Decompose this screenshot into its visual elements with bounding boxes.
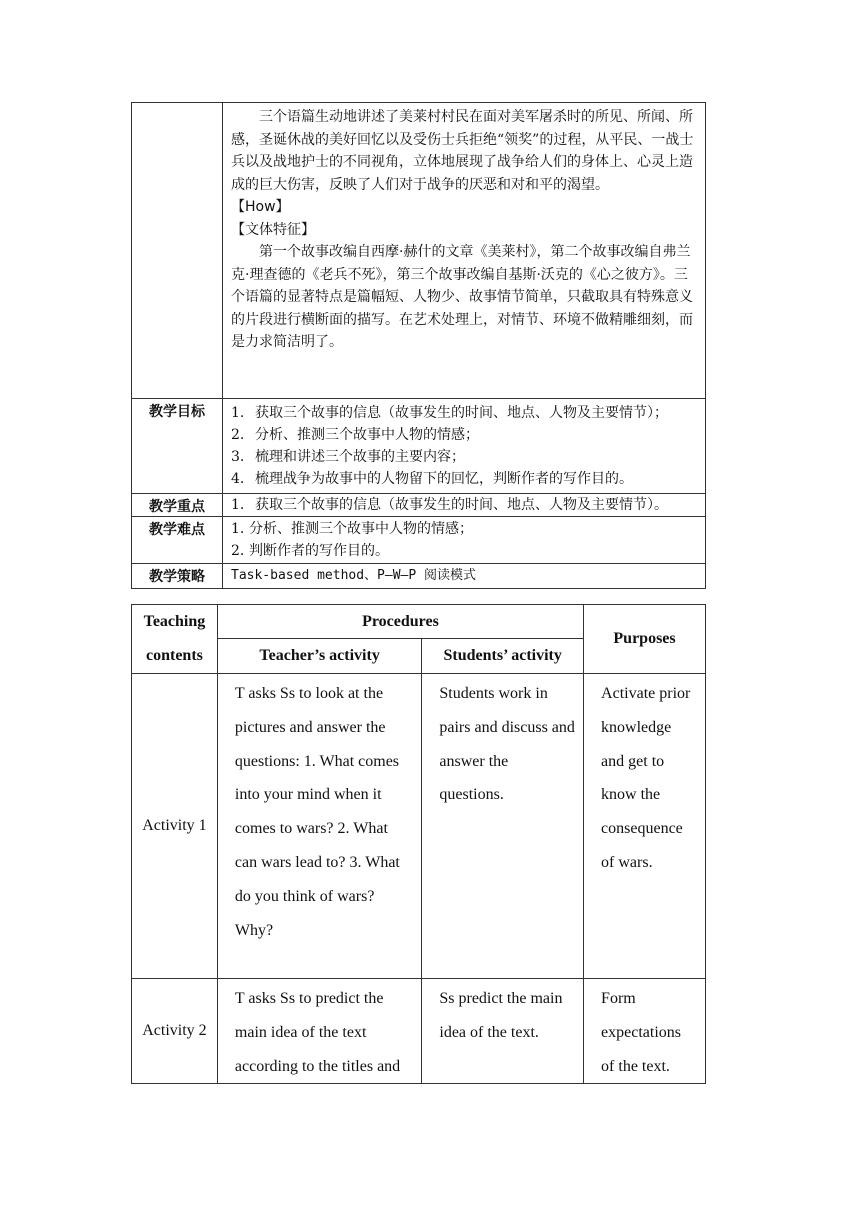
teaching-contents-header: Teaching contents [132,605,218,674]
purposes-cell: Activate prior knowledge and get to know the consequence of wars. [584,674,706,979]
key-label: 教学重点 [132,494,223,517]
intro-paragraph: 三个语篇生动地讲述了美莱村村民在面对美军屠杀时的所见、所闻、所感，圣诞休战的美好回忆以及受伤士兵拒绝“领奖”的过程，从平民、一战士兵以及战地护士的不同视角，立体地展现了战争给人们的身体上、心灵上造成的巨大伤害，反映了人们对于战争的厌恶和对和平的渴望。 [231,109,694,193]
teacher-activity-cell: T asks Ss to look at the pictures and answer the questions: 1. What comes into your mind when it comes to wars? 2. What can wars lead to? 3. What do you think of wars? Why? [217,674,421,979]
lesson-plan-table [131,102,706,589]
how-heading: 【How】 [231,199,290,215]
genre-heading: 【文体特征】 [231,221,315,238]
genre-paragraph: 第一个故事改编自西摩·赫什的文章《美莱村》，第二个故事改编自弗兰克·理查德的《老兵不死》，第三个故事改编自基斯·沃克的《心之彼方》。三个语篇的显著特点是篇幅短、人物少、故事情节简单，只截取具有特殊意义的片段进行横断面的描写。在艺术处理上，对情节、环境不做精雕细刻，而是力求简洁明了。 [231,244,693,350]
goal-item: 3. 梳理和讲述三个故事的主要内容； [231,449,465,465]
goals-label: 教学目标 [132,399,223,494]
procedures-header: Procedures [217,605,583,639]
blank-label-cell [132,103,223,399]
goal-item: 4. 梳理战争为故事中的人物留下的回忆，判断作者的写作目的。 [231,471,633,487]
difficulty-cell [223,517,706,564]
analysis-cell [223,103,706,399]
key-item: 1. 获取三个故事的信息（故事发生的时间、地点、人物及主要情节）。 [231,497,668,513]
activity-label: Activity 1 [132,674,218,979]
key-cell [223,494,706,517]
students-activity-cell: Ss predict the main idea of the text. [422,979,584,1084]
strategy-label: 教学策略 [132,564,223,589]
purposes-header: Purposes [584,605,706,674]
goal-item: 1. 获取三个故事的信息（故事发生的时间、地点、人物及主要情节）； [231,405,668,421]
difficulty-item: 2. 判断作者的写作目的。 [231,543,389,559]
difficulty-label: 教学难点 [132,517,223,564]
activity-label: Activity 2 [132,979,218,1084]
goal-item: 2. 分析、推测三个故事中人物的情感； [231,427,479,443]
goals-cell [223,399,706,494]
purposes-cell: Form expectations of the text. [584,979,706,1084]
students-activity-cell: Students work in pairs and discuss and answer the questions. [422,674,584,979]
strategy-cell: Task-based method、P—W—P 阅读模式 [223,564,706,589]
teacher-activity-header: Teacher’s activity [217,639,421,674]
difficulty-item: 1. 分析、推测三个故事中人物的情感； [231,521,473,537]
students-activity-header: Students’ activity [422,639,584,674]
teacher-activity-cell: T asks Ss to predict the main idea of the text according to the titles and [217,979,421,1084]
procedures-table [131,604,706,1084]
